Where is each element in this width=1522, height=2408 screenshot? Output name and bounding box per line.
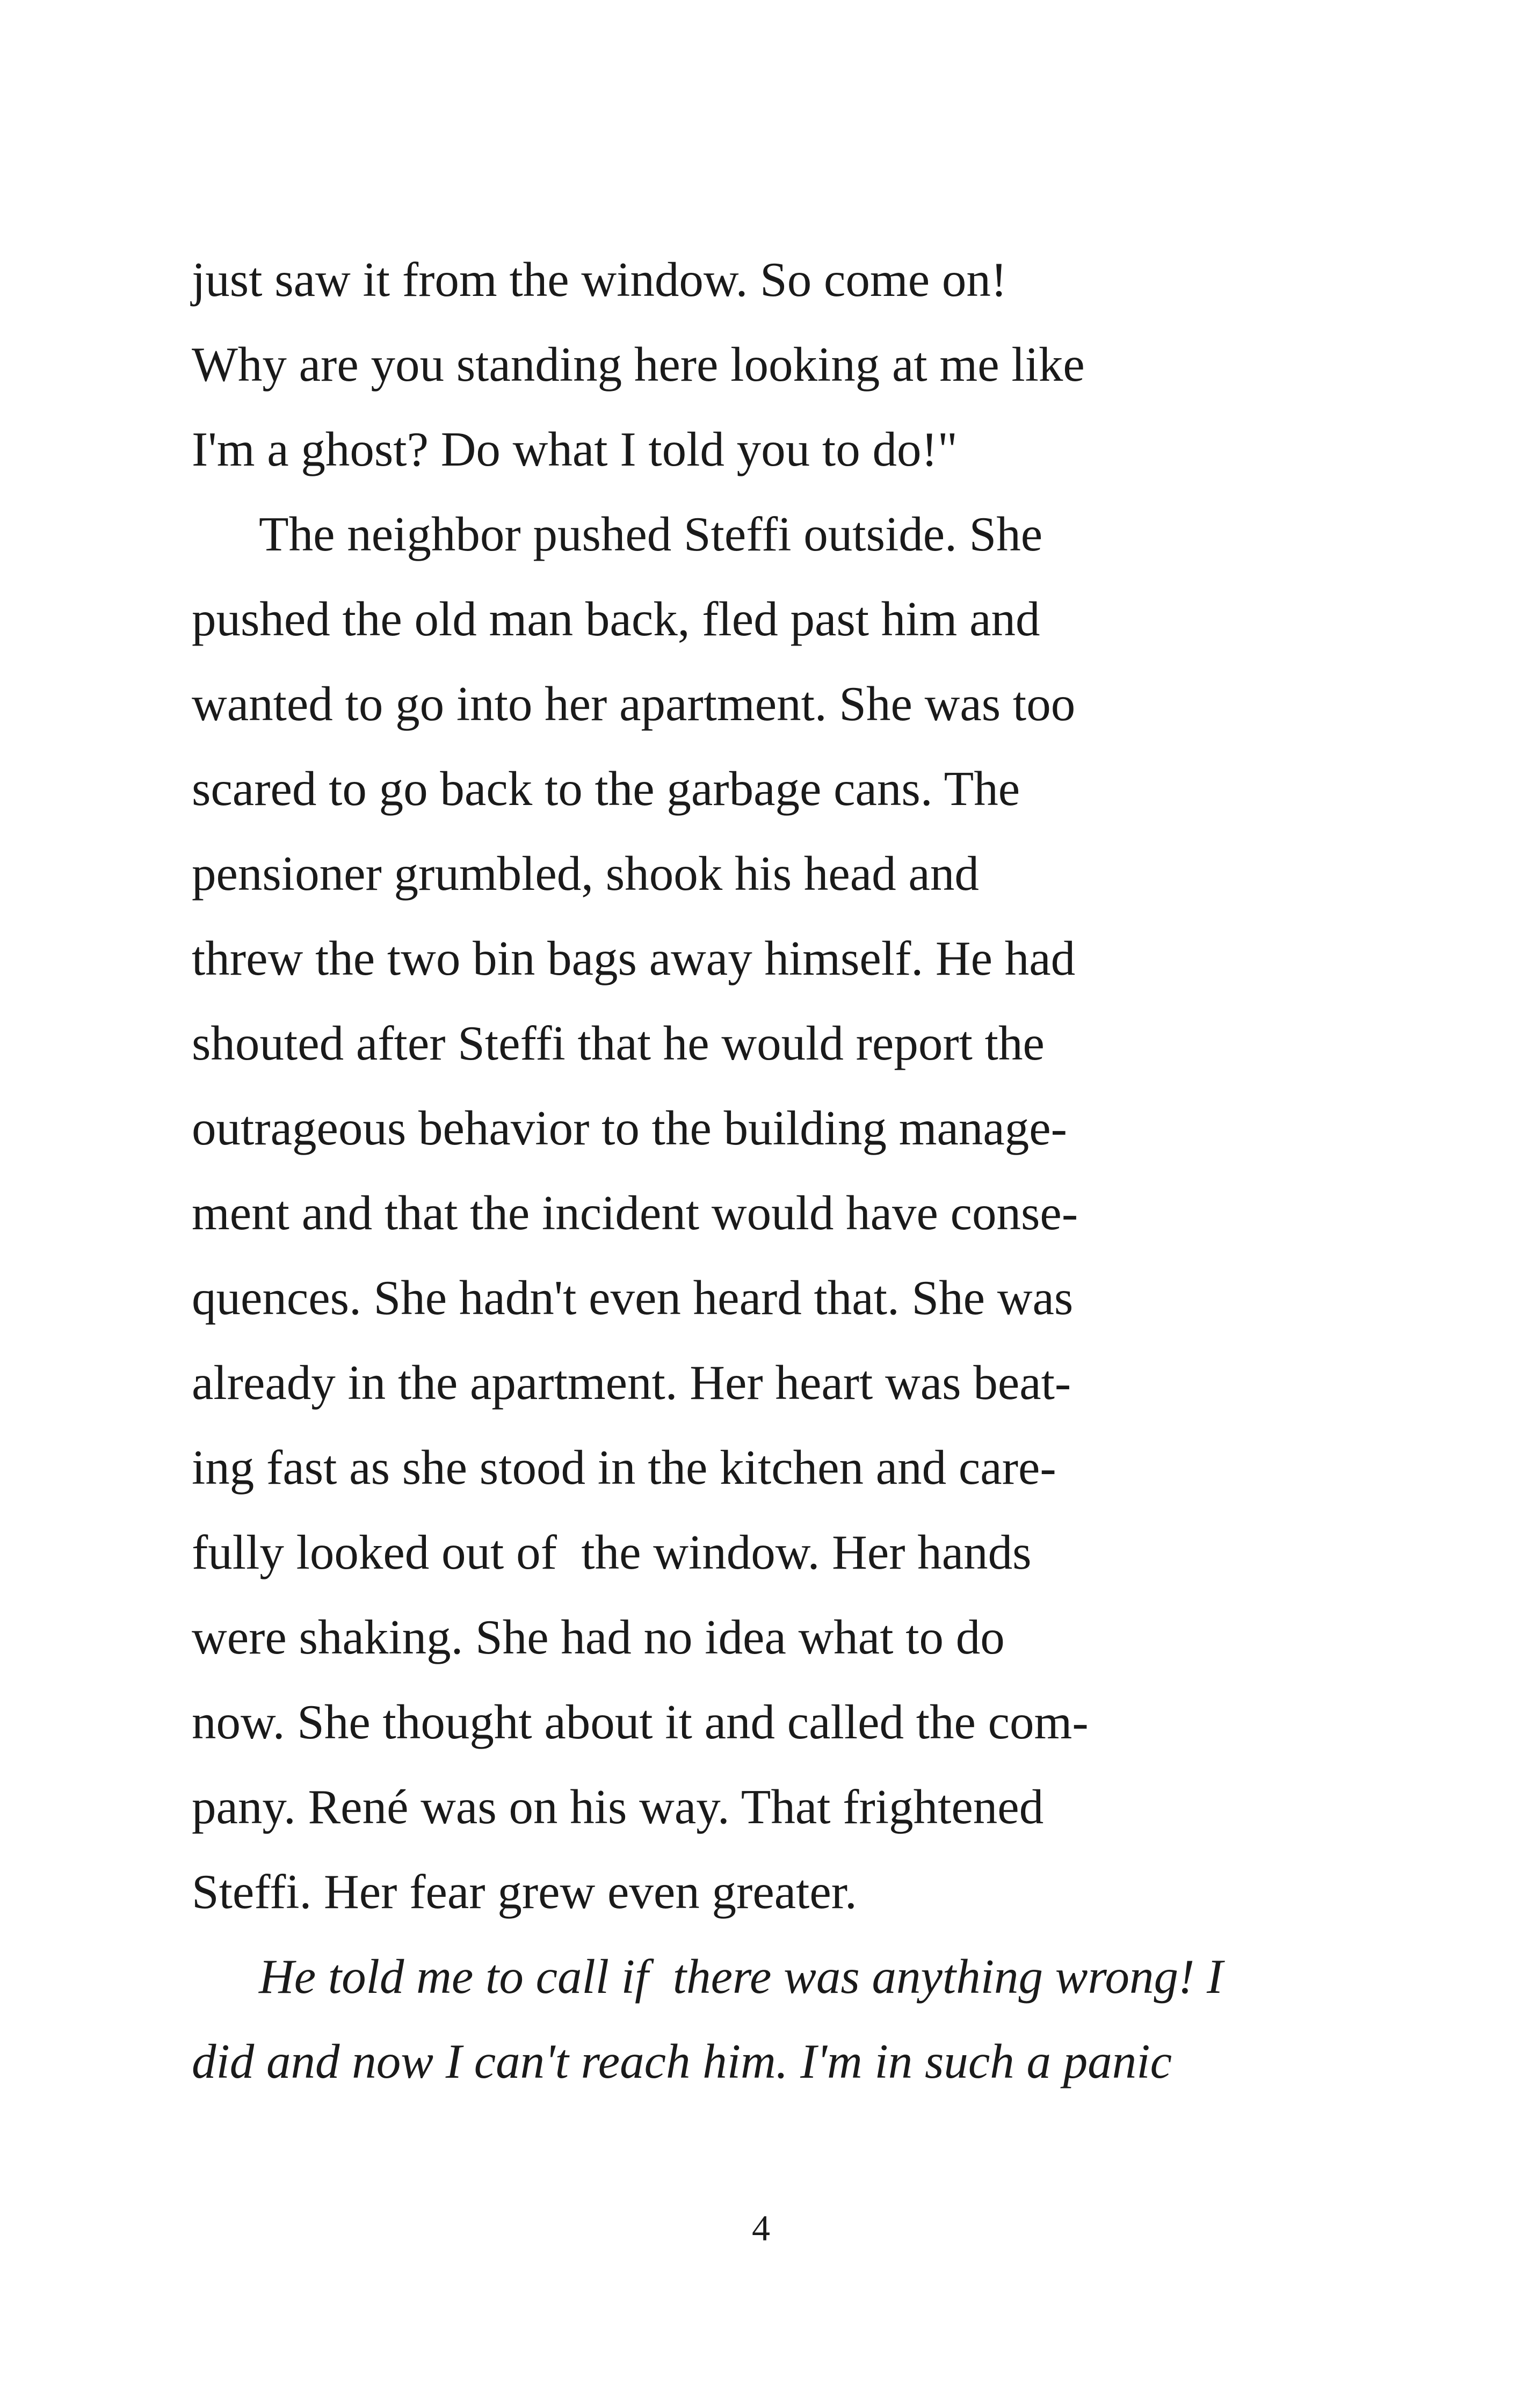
text-line: shouted after Steffi that he would report the <box>192 1016 1045 1070</box>
text-line: Steffi. Her fear grew even greater. <box>192 1865 857 1919</box>
text-line: scared to go back to the garbage cans. The <box>192 761 1020 816</box>
text-line: wanted to go into her apartment. She was too <box>192 677 1076 731</box>
text-line: quences. She hadn't even heard that. She was <box>192 1271 1074 1325</box>
text-line: fully looked out of the window. Her hands <box>192 1525 1032 1579</box>
paragraph-first-line: The neighbor pushed Steffi outside. She <box>259 507 1043 561</box>
text-line: ing fast as she stood in the kitchen and care- <box>192 1440 1056 1495</box>
text-line: already in the apartment. Her heart was beat- <box>192 1355 1071 1410</box>
page-number: 4 <box>752 2208 770 2249</box>
text-line: now. She thought about it and called the com- <box>192 1695 1089 1749</box>
italic-thought-line: did and now I can't reach him. I'm in such a panic <box>192 2034 1172 2088</box>
text-line: I'm a ghost? Do what I told you to do!" <box>192 422 958 476</box>
text-line: threw the two bin bags away himself. He had <box>192 931 1076 985</box>
text-line: were shaking. She had no idea what to do <box>192 1610 1005 1664</box>
body-text <box>192 237 1255 2104</box>
text-line: just saw it from the window. So come on! <box>192 252 1008 307</box>
text-line: Why are you standing here looking at me like <box>192 337 1085 391</box>
italic-thought-line: He told me to call if there was anything wrong! I <box>259 1949 1223 2004</box>
text-line: pushed the old man back, fled past him and <box>192 592 1040 646</box>
text-line: outrageous behavior to the building manage- <box>192 1101 1067 1155</box>
text-line: pensioner grumbled, shook his head and <box>192 846 979 901</box>
text-line: pany. René was on his way. That frightened <box>192 1780 1044 1834</box>
text-line: ment and that the incident would have conse- <box>192 1186 1078 1240</box>
